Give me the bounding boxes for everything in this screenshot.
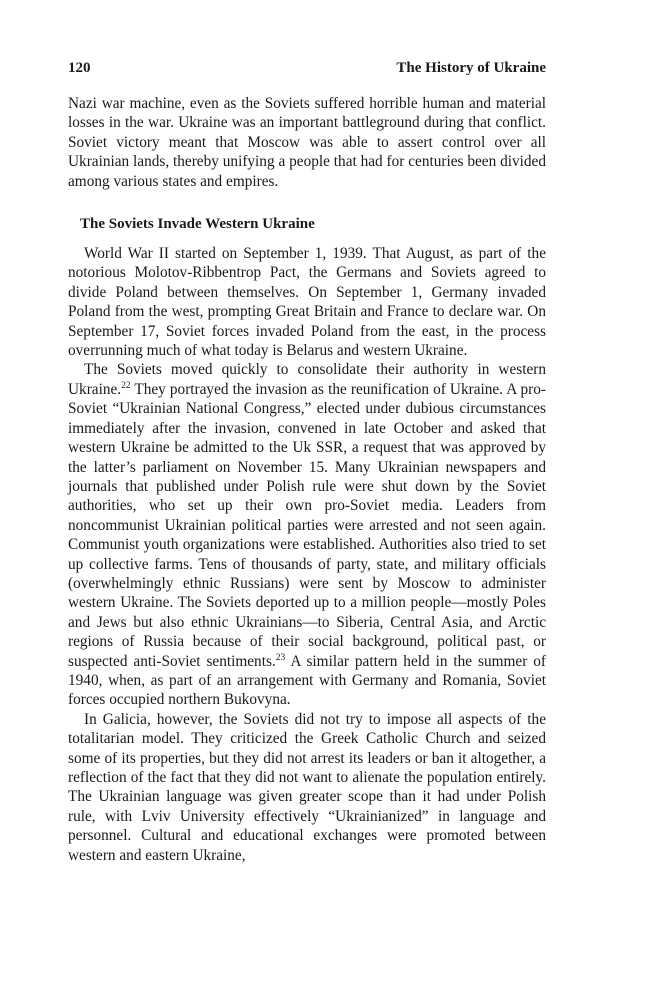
book-page — [68, 60, 546, 865]
footnote-marker-23[interactable]: 23 — [275, 652, 286, 663]
running-title: The History of Ukraine — [396, 60, 546, 76]
footnote-marker-22[interactable]: 22 — [121, 380, 131, 391]
body-paragraph-1: World War II started on September 1, 1939. That August, as part of the notorious Molotov-Ribbentrop Pact, the Germans and Soviets agreed to divide Poland between themselves. On September 1, Germany invaded Poland from the west, prompting Great Britain and France to declare war. On September 17, Soviet forces invaded Poland from the east, in the process overrunning much of what today is Belarus and western Ukraine. — [68, 245, 546, 360]
body-paragraph-3: In Galicia, however, the Soviets did not try to impose all aspects of the totalitarian model. They criticized the Greek Catholic Church and seized some of its properties, but they did not arrest its leaders or ban it altogether, a reflection of the fact that they did not want to alienate the population entirely. The Ukrainian language was given greater scope than it had under Polish rule, with Lviv University effectively “Ukrainianized” in language and personnel. Cultural and educational exchanges were promoted between western and eastern Ukraine, — [68, 710, 546, 864]
section-heading: The Soviets Invade Western Ukraine — [80, 216, 315, 233]
body-paragraph-2 — [68, 360, 546, 709]
intro-paragraph: Nazi war machine, even as the Soviets suffered horrible human and material losses in the war. Ukraine was an important battleground during that conflict. Soviet victory meant that Moscow was able to assert control over all Ukrainian lands, thereby unifying a people that had for centuries been divided among various states and empires. — [68, 95, 546, 190]
paragraph-2-text-a: The Soviets moved quickly to consolidate their authority in western Ukraine. — [68, 361, 546, 398]
running-header — [68, 60, 546, 80]
paragraph-2-text-b: They portrayed the invasion as the reunification of Ukraine. A pro-Soviet “Ukrainian National Congress,” elected under dubious circumstances immediately after the invasion, convened in late October and asked that western Ukraine be admitted to the Uk SSR, a request that was approved by the latter’s parliament on November 15. Many Ukrainian newspapers and journals that published under Polish rule were shut down by the Soviet authorities, who set up their own pro-Soviet media. Leaders from noncommunist Ukrainian political parties were arrested and not seen again. Communist youth organizations were established. Authorities also tried to set up collective farms. Tens of thousands of party, state, and military officials (overwhelmingly ethnic Russians) were sent by Moscow to administer western Ukraine. The Soviets deported up to a million people—mostly Poles and Jews but also ethnic Ukrainians—to Siberia, Central Asia, and Arctic regions of Russia because of their social background, political past, or suspected anti-Soviet sentiments. — [68, 380, 546, 670]
page-number: 120 — [68, 60, 91, 76]
paragraph-2-text-c: A similar pattern held in the summer of 1940, when, as part of an arrangement with Germany and Romania, Soviet forces occupied northern Bukovyna. — [68, 652, 547, 709]
